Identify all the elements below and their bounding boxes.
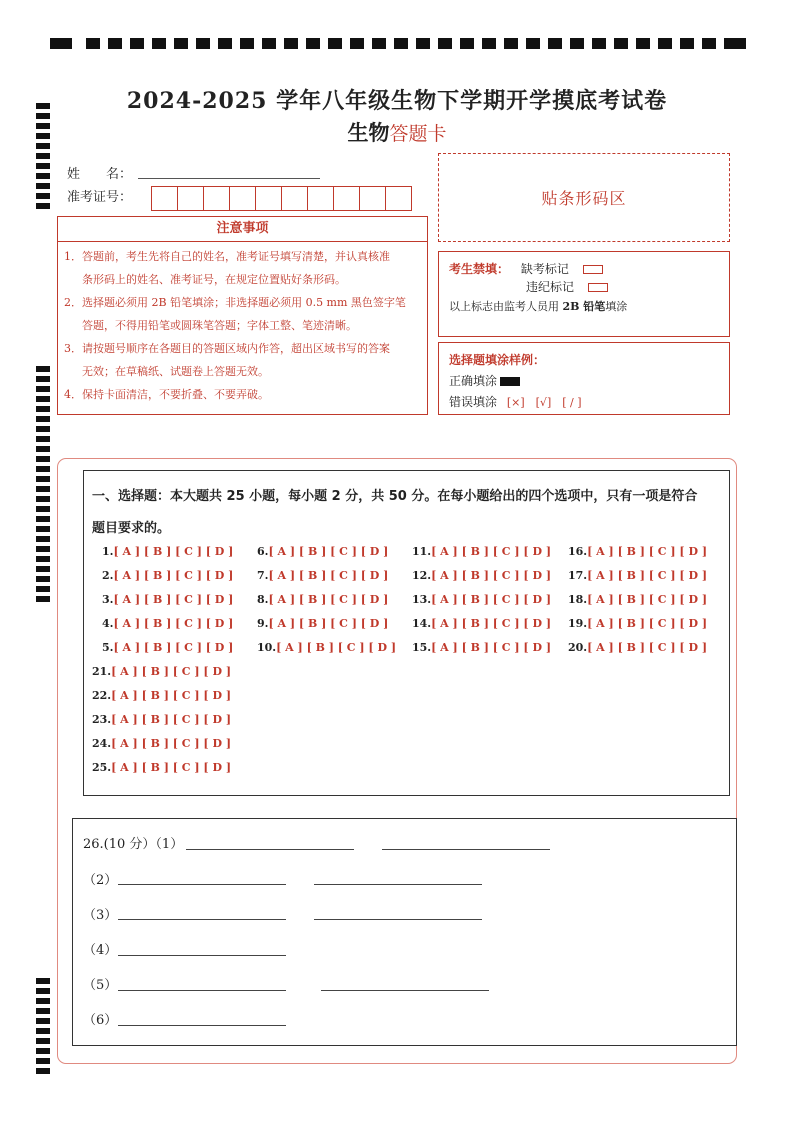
card-label: 答题卡: [389, 123, 447, 145]
notice-line: 1．答题前，考生先将自己的姓名，准考证号填写清楚，并认真核准: [64, 250, 390, 263]
timing-mark: [36, 1038, 50, 1044]
timing-mark: [306, 38, 320, 49]
choice-options[interactable]: [ A ] [ B ] [ C ] [ D ]: [111, 761, 232, 774]
timing-mark: [36, 978, 50, 984]
timing-mark: [680, 38, 694, 49]
timing-mark: [36, 416, 50, 422]
choice-row[interactable]: [412, 617, 551, 630]
choice-options[interactable]: [ A ] [ B ] [ C ] [ D ]: [113, 641, 234, 654]
forbid-title: 考生禁填：: [449, 262, 510, 276]
choice-options[interactable]: [ A ] [ B ] [ C ] [ D ]: [276, 641, 397, 654]
timing-mark: [702, 38, 716, 49]
timing-mark: [548, 38, 562, 49]
timing-mark: [328, 38, 342, 49]
question-number: 16.: [568, 545, 588, 558]
id-digit-box[interactable]: [203, 186, 230, 211]
timing-mark: [504, 38, 518, 49]
timing-mark: [36, 163, 50, 169]
timing-mark: [36, 446, 50, 452]
question-number: 17.: [568, 569, 588, 582]
notice-item: [58, 383, 427, 406]
timing-mark: [36, 1048, 50, 1054]
notice-item: [58, 291, 427, 337]
question-number: 8.: [257, 593, 269, 606]
timing-mark: [218, 38, 232, 49]
timing-mark: [36, 988, 50, 994]
notice-line: 4．保持卡面清洁，不要折叠、不要弄破。: [64, 388, 269, 401]
timing-mark: [460, 38, 474, 49]
answer-line[interactable]: [118, 919, 286, 920]
question-number: 25.: [92, 761, 112, 774]
question-number: 9.: [257, 617, 269, 630]
answer-line[interactable]: [118, 1025, 286, 1026]
choice-options[interactable]: [ A ] [ B ] [ C ] [ D ]: [431, 617, 552, 630]
choice-row[interactable]: [568, 641, 707, 654]
timing-mark: [36, 596, 50, 602]
barcode-area: [438, 153, 730, 242]
timing-mark: [36, 546, 50, 552]
notice-item: [58, 245, 427, 291]
question-number: 18.: [568, 593, 588, 606]
choice-row[interactable]: [568, 569, 707, 582]
question-number: 15.: [412, 641, 432, 654]
timing-mark: [174, 38, 188, 49]
question-number: 1.: [102, 545, 114, 558]
choice-row[interactable]: [412, 569, 551, 582]
timing-mark: [36, 476, 50, 482]
timing-mark: [350, 38, 364, 49]
top-timing-bar: [50, 38, 746, 50]
short-answer-section: [72, 818, 737, 1046]
timing-mark: [86, 38, 100, 49]
section1-line: 一、选择题：本大题共 25 小题，每小题 2 分，共 50 分。在每小题给出的四个选项中，只有一项是符合: [92, 489, 698, 504]
choice-row[interactable]: [92, 689, 231, 702]
timing-mark: [36, 516, 50, 522]
choice-row[interactable]: [568, 593, 707, 606]
choice-row[interactable]: [102, 569, 233, 582]
choice-options[interactable]: [ A ] [ B ] [ C ] [ D ]: [113, 569, 234, 582]
choice-options[interactable]: [ A ] [ B ] [ C ] [ D ]: [587, 593, 708, 606]
notice-title: 注意事项: [58, 217, 427, 242]
timing-mark: [724, 38, 746, 49]
choice-row[interactable]: [92, 665, 231, 678]
choice-row[interactable]: [412, 641, 551, 654]
absent-mark-box[interactable]: [583, 265, 603, 274]
section1-instructions: [92, 481, 722, 545]
barcode-label: 贴条形码区: [541, 189, 627, 208]
violation-mark-box[interactable]: [588, 283, 608, 292]
question-number: 13.: [412, 593, 432, 606]
correct-fill-sample: [500, 377, 520, 386]
question-number: 19.: [568, 617, 588, 630]
choice-options[interactable]: [ A ] [ B ] [ C ] [ D ]: [268, 617, 389, 630]
choice-options[interactable]: [ A ] [ B ] [ C ] [ D ]: [113, 545, 234, 558]
timing-mark: [614, 38, 628, 49]
choice-row[interactable]: [102, 593, 233, 606]
question-number: 22.: [92, 689, 112, 702]
timing-mark: [658, 38, 672, 49]
notice-line: 2．选择题必须用 2B 铅笔填涂；非选择题必须用 0.5 mm 黑色签字笔: [64, 296, 406, 309]
choice-options[interactable]: [ A ] [ B ] [ C ] [ D ]: [431, 641, 552, 654]
timing-mark: [438, 38, 452, 49]
timing-mark: [36, 526, 50, 532]
timing-mark: [36, 153, 50, 159]
timing-mark: [36, 183, 50, 189]
section1-line: 题目要求的。: [92, 521, 171, 536]
answer-line[interactable]: [314, 884, 482, 885]
violation-label: 违纪标记: [526, 280, 575, 294]
choice-row[interactable]: [102, 641, 233, 654]
id-digit-box[interactable]: [177, 186, 204, 211]
q26-label: 26.(10 分）（1）: [83, 837, 184, 852]
question-number: 4.: [102, 617, 114, 630]
timing-mark: [36, 536, 50, 542]
answer-line[interactable]: [118, 990, 286, 991]
timing-mark: [36, 426, 50, 432]
choice-row[interactable]: [257, 617, 388, 630]
timing-mark: [36, 396, 50, 402]
timing-mark: [36, 1068, 50, 1074]
timing-mark: [196, 38, 210, 49]
choice-row[interactable]: [568, 545, 707, 558]
timing-mark: [130, 38, 144, 49]
choice-row[interactable]: [92, 713, 231, 726]
question-number: 6.: [257, 545, 269, 558]
timing-mark: [36, 203, 50, 209]
choice-row[interactable]: [257, 641, 396, 654]
name-field[interactable]: [138, 178, 320, 179]
answer-line[interactable]: [118, 884, 286, 885]
id-digit-box[interactable]: [333, 186, 360, 211]
timing-mark: [240, 38, 254, 49]
forbid-note-bold: 2B 铅笔: [562, 300, 606, 313]
part-label: （2）: [83, 873, 118, 888]
notice-line: 条形码上的姓名、准考证号，在规定位置贴好条形码。: [82, 273, 346, 286]
choice-row[interactable]: [568, 617, 707, 630]
id-digit-box[interactable]: [281, 186, 308, 211]
question-number: 2.: [102, 569, 114, 582]
part-label: （4）: [83, 943, 118, 958]
timing-mark: [36, 406, 50, 412]
choice-row[interactable]: [412, 593, 551, 606]
question-number: 10.: [257, 641, 277, 654]
question-number: 23.: [92, 713, 112, 726]
timing-mark: [284, 38, 298, 49]
question-number: 20.: [568, 641, 588, 654]
id-digit-box[interactable]: [229, 186, 256, 211]
choice-row[interactable]: [412, 545, 551, 558]
multiple-choice-section: [83, 470, 730, 796]
answer-line[interactable]: [118, 955, 286, 956]
subject-label: 生物: [347, 120, 390, 145]
notice-line: 无效；在草稿纸、试题卷上答题无效。: [82, 365, 269, 378]
timing-mark: [36, 1018, 50, 1024]
choice-row[interactable]: [257, 593, 388, 606]
question-number: 24.: [92, 737, 112, 750]
timing-mark: [482, 38, 496, 49]
choice-options[interactable]: [ A ] [ B ] [ C ] [ D ]: [587, 569, 708, 582]
choice-row[interactable]: [92, 761, 231, 774]
timing-mark: [36, 586, 50, 592]
timing-mark: [394, 38, 408, 49]
timing-mark: [36, 556, 50, 562]
choice-options[interactable]: [ A ] [ B ] [ C ] [ D ]: [111, 713, 232, 726]
timing-mark: [36, 376, 50, 382]
timing-mark: [372, 38, 386, 49]
choice-options[interactable]: [ A ] [ B ] [ C ] [ D ]: [268, 545, 389, 558]
notice-line: 3．请按题号顺序在各题目的答题区域内作答，超出区域书写的答案: [64, 342, 390, 355]
choice-options[interactable]: [ A ] [ B ] [ C ] [ D ]: [431, 593, 552, 606]
choice-options[interactable]: [ A ] [ B ] [ C ] [ D ]: [268, 569, 389, 582]
timing-mark: [36, 1008, 50, 1014]
fill-sample-box: [438, 342, 730, 415]
part-label: （3）: [83, 908, 118, 923]
choice-row[interactable]: [102, 545, 233, 558]
sample-title: 选择题填涂样例：: [449, 353, 546, 367]
timing-mark: [262, 38, 276, 49]
page-subtitle: [0, 117, 794, 147]
timing-mark: [36, 173, 50, 179]
choice-options[interactable]: [ A ] [ B ] [ C ] [ D ]: [431, 569, 552, 582]
examiner-only-box: [438, 251, 730, 337]
question-number: 7.: [257, 569, 269, 582]
answer-line[interactable]: [382, 849, 550, 850]
choice-row[interactable]: [257, 545, 388, 558]
choice-options[interactable]: [ A ] [ B ] [ C ] [ D ]: [111, 689, 232, 702]
timing-mark: [152, 38, 166, 49]
id-digit-box[interactable]: [307, 186, 334, 211]
timing-mark: [108, 38, 122, 49]
part-label: （5）: [83, 978, 118, 993]
absent-label: 缺考标记: [520, 262, 569, 276]
notice-line: 答题，不得用铅笔或圆珠笔答题；字体工整、笔迹清晰。: [82, 319, 357, 332]
timing-mark: [36, 366, 50, 372]
choice-options[interactable]: [ A ] [ B ] [ C ] [ D ]: [113, 617, 234, 630]
timing-mark: [36, 466, 50, 472]
timing-mark: [36, 1058, 50, 1064]
notice-box: [57, 216, 428, 415]
timing-mark: [36, 486, 50, 492]
page-title: 2024-2025 学年八年级生物下学期开学摸底考试卷: [126, 88, 668, 114]
timing-mark: [526, 38, 540, 49]
timing-mark: [592, 38, 606, 49]
timing-mark: [636, 38, 650, 49]
id-digit-box[interactable]: [385, 186, 412, 211]
choice-row[interactable]: [92, 737, 231, 750]
choice-row[interactable]: [257, 569, 388, 582]
part-label: （6）: [83, 1013, 118, 1028]
forbid-note-prefix: 以上标志由监考人员用: [449, 300, 559, 313]
choice-options[interactable]: [ A ] [ B ] [ C ] [ D ]: [111, 665, 232, 678]
name-label: 姓 名：: [67, 167, 133, 182]
choice-options[interactable]: [ A ] [ B ] [ C ] [ D ]: [587, 641, 708, 654]
id-digit-box[interactable]: [255, 186, 282, 211]
answer-line[interactable]: [314, 919, 482, 920]
timing-mark: [36, 998, 50, 1004]
choice-row[interactable]: [102, 617, 233, 630]
choice-options[interactable]: [ A ] [ B ] [ C ] [ D ]: [587, 617, 708, 630]
timing-mark: [570, 38, 584, 49]
exam-id-label: 准考证号：: [67, 190, 133, 205]
timing-mark: [416, 38, 430, 49]
question-number: 21.: [92, 665, 112, 678]
timing-mark: [36, 506, 50, 512]
timing-mark: [36, 456, 50, 462]
choice-options[interactable]: [ A ] [ B ] [ C ] [ D ]: [111, 737, 232, 750]
question-number: 14.: [412, 617, 432, 630]
choice-options[interactable]: [ A ] [ B ] [ C ] [ D ]: [113, 593, 234, 606]
timing-mark: [36, 496, 50, 502]
forbid-note-suffix: 填涂: [605, 300, 628, 313]
question-number: 12.: [412, 569, 432, 582]
notice-item: [58, 337, 427, 383]
choice-options[interactable]: [ A ] [ B ] [ C ] [ D ]: [587, 545, 708, 558]
choice-options[interactable]: [ A ] [ B ] [ C ] [ D ]: [431, 545, 552, 558]
timing-mark: [36, 576, 50, 582]
timing-mark: [36, 1028, 50, 1034]
exam-id-boxes[interactable]: [152, 186, 412, 211]
timing-mark: [36, 193, 50, 199]
timing-mark: [36, 386, 50, 392]
correct-label: 正确填涂: [449, 374, 498, 388]
wrong-label: 错误填涂: [449, 395, 498, 409]
id-digit-box[interactable]: [359, 186, 386, 211]
choice-options[interactable]: [ A ] [ B ] [ C ] [ D ]: [268, 593, 389, 606]
question-number: 11.: [412, 545, 432, 558]
timing-mark: [36, 436, 50, 442]
question-number: 5.: [102, 641, 114, 654]
wrong-marks: [×] [√] [ / ]: [506, 396, 582, 409]
answer-line[interactable]: [321, 990, 489, 991]
timing-mark: [36, 566, 50, 572]
answer-line[interactable]: [186, 849, 354, 850]
id-digit-box[interactable]: [151, 186, 178, 211]
timing-mark: [50, 38, 72, 49]
question-number: 3.: [102, 593, 114, 606]
